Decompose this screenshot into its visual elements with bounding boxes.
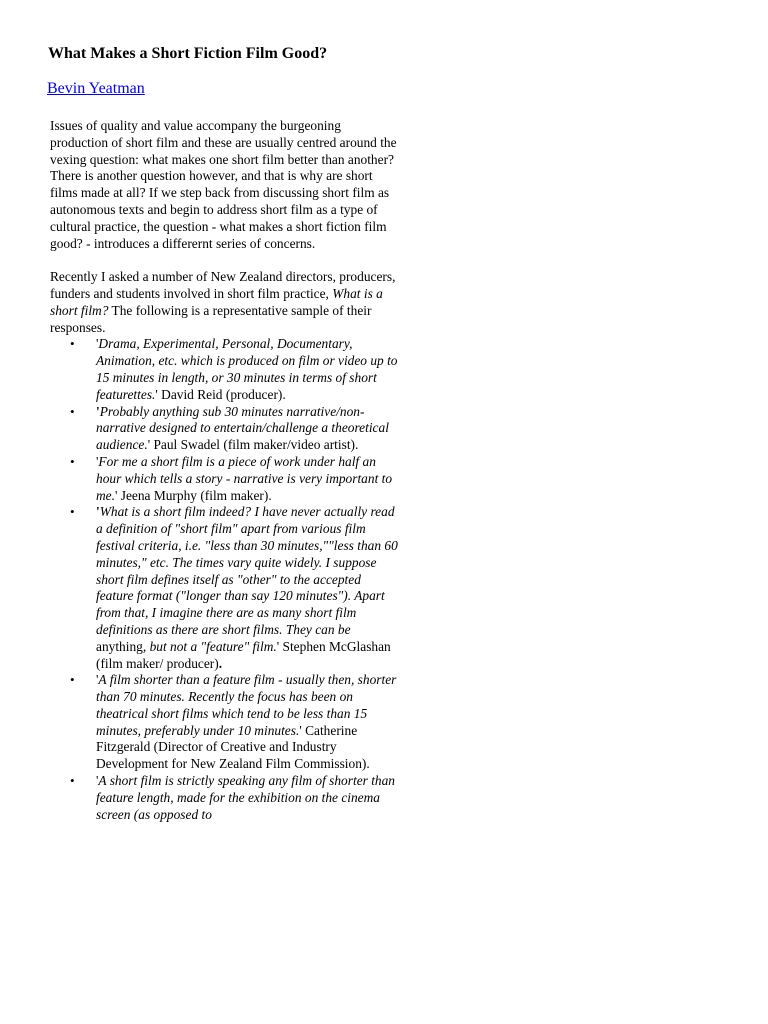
quote-close-mark: ' [299, 722, 302, 738]
quote-open-mark: ' [96, 504, 100, 520]
quote-text: For me a short film is a piece of work under half an hour which tells a story - narrative is very important to me. [96, 453, 393, 503]
quote-text: Probably anything sub 30 minutes narrative/non-narrative designed to entertain/challenge a theoretical audience. [96, 403, 389, 453]
quote-attribution: Paul Swadel (film maker/video artist). [150, 437, 359, 453]
bullet-icon: • [70, 672, 75, 688]
quote-attribution: Catherine Fitzgerald (Director of Creative and Industry Development for New Zealand Film Commission). [96, 722, 370, 772]
quote-open-mark: ' [96, 773, 99, 789]
bullet-icon: • [70, 403, 75, 419]
quote-text: A film shorter than a feature film - usually then, shorter than 70 minutes. Recently the focus has been on theatrical short films which tend to be less than 15 minutes, preferably under 10 minutes. [96, 672, 397, 738]
quote-attribution: David Reid (producer). [157, 386, 286, 402]
list-item [70, 403, 398, 454]
quote-plain-word: anything [96, 638, 143, 654]
quote-close-mark: ' [276, 638, 280, 654]
quote-attribution: Stephen McGlashan (film maker/ producer) [96, 638, 391, 671]
article-title: What Makes a Short Fiction Film Good? [48, 45, 328, 62]
quote-close-mark: ' [114, 487, 118, 503]
survey-paragraph [50, 269, 398, 336]
quote-text: What is a short film indeed? I have never actually read a definition of "short film" apart from various film festival criteria, i.e. "less than 30 minutes,""less than 60 minutes," etc. The times vary quite widely. I suppose short film defines itself as "other" to the accepted feature format ("longer than say 120 minutes"). Apart from that, I imagine there are as many short film definitions as there are short films. They can be [96, 504, 398, 637]
list-item [70, 453, 398, 504]
quote-open-mark: ' [96, 672, 99, 688]
responses-list [50, 336, 398, 823]
survey-question: What is a short film? [50, 285, 383, 318]
quote-close-mark: ' [155, 386, 158, 402]
list-item [70, 672, 398, 773]
quote-open-mark: ' [96, 453, 99, 469]
bullet-icon: • [70, 453, 75, 469]
quote-close-mark: ' [147, 437, 151, 453]
quote-text-end: , but not a "feature" film. [142, 638, 277, 654]
intro-paragraph: Issues of quality and value accompany the burgeoning production of short film and these are usually centred around the vexing question: what makes one short film better than another? There is another question however, and that is why are short films made at all? If we step back from discussing short film as autonomous texts and begin to address short film as a type of cultural practice, the question - what makes a short fiction film good? - introduces a differernt series of concerns. [50, 118, 397, 251]
list-item [70, 336, 398, 403]
quote-attribution: Jeena Murphy (film maker). [117, 487, 272, 503]
list-item [70, 504, 398, 672]
quote-end-mark: . [218, 655, 223, 671]
article-body [50, 118, 398, 823]
quote-text: Drama, Experimental, Personal, Documentary, Animation, etc. which is produced on film or video up to 15 minutes in length, or 30 minutes in terms of short featurettes. [96, 336, 398, 402]
bullet-icon: • [70, 773, 75, 789]
survey-paragraph-tail: The following is a representative sample of their responses. [50, 302, 372, 335]
quote-open-mark: ' [96, 403, 100, 419]
survey-paragraph-lead: Recently I asked a number of New Zealand directors, producers, funders and students involved in short film practice, [50, 269, 396, 301]
quote-text: A short film is strictly speaking any film of shorter than feature length, made for the exhibition on the cinema screen (as opposed to [96, 773, 395, 822]
list-item [70, 773, 398, 823]
quote-open-mark: ' [96, 336, 99, 352]
bullet-icon: • [70, 336, 75, 352]
bullet-icon: • [70, 504, 75, 520]
author-link[interactable]: Bevin Yeatman [47, 80, 145, 97]
